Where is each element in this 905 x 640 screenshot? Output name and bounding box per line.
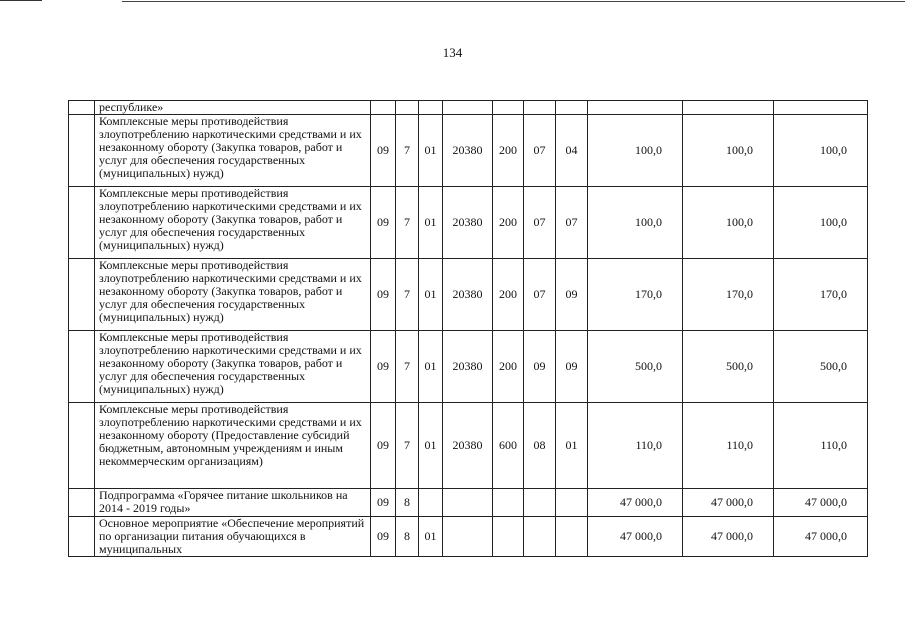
code-cell-program xyxy=(396,101,419,115)
amount-cell-year1 xyxy=(588,101,683,115)
amount-cell-year2 xyxy=(683,101,774,115)
code-cell-subsection xyxy=(556,517,588,557)
item-name-cell: Комплексные меры противодействия злоупотреблению наркотическими средствами и их незаконному обороту (Закупка товаров, работ и услуг для обеспечения государственных (муниципальных) нужд) xyxy=(95,259,371,331)
amount-cell-year2: 100,0 xyxy=(683,187,774,259)
code-cell-program: 7 xyxy=(396,403,419,489)
code-cell-direction xyxy=(443,489,493,517)
table-row xyxy=(69,187,868,259)
code-cell-subsection: 09 xyxy=(556,331,588,403)
code-cell-ministry: 09 xyxy=(371,517,396,557)
amount-cell-year3: 170,0 xyxy=(774,259,868,331)
amount-cell-year3: 100,0 xyxy=(774,187,868,259)
row-number-cell xyxy=(69,517,95,557)
amount-cell-year2: 500,0 xyxy=(683,331,774,403)
table-row xyxy=(69,517,868,557)
amount-cell-year1: 170,0 xyxy=(588,259,683,331)
code-cell-program: 8 xyxy=(396,489,419,517)
amount-cell-year1: 47 000,0 xyxy=(588,517,683,557)
code-cell-expense-type: 200 xyxy=(493,115,524,187)
amount-cell-year3: 47 000,0 xyxy=(774,517,868,557)
code-cell-subsection xyxy=(556,489,588,517)
code-cell-subprogram: 01 xyxy=(419,115,443,187)
code-cell-direction: 20380 xyxy=(443,115,493,187)
row-number-cell xyxy=(69,403,95,489)
code-cell-section xyxy=(524,489,556,517)
code-cell-subsection: 07 xyxy=(556,187,588,259)
code-cell-section xyxy=(524,517,556,557)
code-cell-ministry: 09 xyxy=(371,331,396,403)
code-cell-program: 7 xyxy=(396,259,419,331)
code-cell-direction: 20380 xyxy=(443,187,493,259)
row-number-cell xyxy=(69,187,95,259)
table-row xyxy=(69,259,868,331)
code-cell-subsection xyxy=(556,101,588,115)
code-cell-ministry xyxy=(371,101,396,115)
table-row xyxy=(69,331,868,403)
code-cell-program: 8 xyxy=(396,517,419,557)
code-cell-expense-type: 200 xyxy=(493,259,524,331)
code-cell-subprogram: 01 xyxy=(419,403,443,489)
amount-cell-year2: 47 000,0 xyxy=(683,517,774,557)
code-cell-ministry: 09 xyxy=(371,403,396,489)
code-cell-subprogram: 01 xyxy=(419,517,443,557)
item-name-cell: Подпрограмма «Горячее питание школьников на 2014 - 2019 годы» xyxy=(95,489,371,517)
code-cell-expense-type: 200 xyxy=(493,187,524,259)
item-name-cell: республике» xyxy=(95,101,371,115)
code-cell-ministry: 09 xyxy=(371,489,396,517)
amount-cell-year2: 170,0 xyxy=(683,259,774,331)
page-number: 134 xyxy=(442,45,463,60)
table-row xyxy=(69,101,868,115)
row-number-cell xyxy=(69,115,95,187)
amount-cell-year1: 110,0 xyxy=(588,403,683,489)
code-cell-direction: 20380 xyxy=(443,259,493,331)
amount-cell-year3 xyxy=(774,101,868,115)
code-cell-section: 07 xyxy=(524,115,556,187)
code-cell-direction: 20380 xyxy=(443,403,493,489)
code-cell-expense-type xyxy=(493,489,524,517)
code-cell-subprogram: 01 xyxy=(419,259,443,331)
item-name-cell: Комплексные меры противодействия злоупотреблению наркотическими средствами и их незаконному обороту (Предоставление субсидий бюджетным, автономным учреждениям и иным некоммерческим организациям) xyxy=(95,403,371,489)
item-name-cell: Комплексные меры противодействия злоупотреблению наркотическими средствами и их незаконному обороту (Закупка товаров, работ и услуг для обеспечения государственных (муниципальных) нужд) xyxy=(95,115,371,187)
amount-cell-year1: 100,0 xyxy=(588,187,683,259)
code-cell-subprogram: 01 xyxy=(419,331,443,403)
code-cell-section xyxy=(524,101,556,115)
row-number-cell xyxy=(69,259,95,331)
amount-cell-year3: 500,0 xyxy=(774,331,868,403)
code-cell-expense-type: 200 xyxy=(493,331,524,403)
item-name-cell: Комплексные меры противодействия злоупотреблению наркотическими средствами и их незаконному обороту (Закупка товаров, работ и услуг для обеспечения государственных (муниципальных) нужд) xyxy=(95,187,371,259)
item-name-cell: Основное мероприятие «Обеспечение мероприятий по организации питания обучающихся в муниципальных xyxy=(95,517,371,557)
code-cell-section: 08 xyxy=(524,403,556,489)
code-cell-subsection: 04 xyxy=(556,115,588,187)
code-cell-section: 09 xyxy=(524,331,556,403)
code-cell-expense-type xyxy=(493,517,524,557)
amount-cell-year2: 110,0 xyxy=(683,403,774,489)
code-cell-ministry: 09 xyxy=(371,259,396,331)
amount-cell-year1: 47 000,0 xyxy=(588,489,683,517)
code-cell-subsection: 09 xyxy=(556,259,588,331)
code-cell-subprogram: 01 xyxy=(419,187,443,259)
code-cell-subprogram xyxy=(419,101,443,115)
top-rule-left xyxy=(0,0,42,1)
amount-cell-year1: 500,0 xyxy=(588,331,683,403)
table-row xyxy=(69,403,868,489)
budget-table xyxy=(68,100,868,557)
item-name-cell: Комплексные меры противодействия злоупотреблению наркотическими средствами и их незаконному обороту (Закупка товаров, работ и услуг для обеспечения государственных (муниципальных) нужд) xyxy=(95,331,371,403)
row-number-cell xyxy=(69,331,95,403)
code-cell-direction xyxy=(443,517,493,557)
code-cell-direction: 20380 xyxy=(443,331,493,403)
code-cell-expense-type: 600 xyxy=(493,403,524,489)
amount-cell-year1: 100,0 xyxy=(588,115,683,187)
amount-cell-year3: 100,0 xyxy=(774,115,868,187)
row-number-cell xyxy=(69,489,95,517)
table-row xyxy=(69,115,868,187)
amount-cell-year2: 100,0 xyxy=(683,115,774,187)
code-cell-program: 7 xyxy=(396,115,419,187)
row-number-cell xyxy=(69,101,95,115)
code-cell-subprogram xyxy=(419,489,443,517)
code-cell-section: 07 xyxy=(524,187,556,259)
code-cell-program: 7 xyxy=(396,187,419,259)
top-rule-right xyxy=(122,1,905,2)
code-cell-expense-type xyxy=(493,101,524,115)
amount-cell-year2: 47 000,0 xyxy=(683,489,774,517)
code-cell-ministry: 09 xyxy=(371,187,396,259)
code-cell-direction xyxy=(443,101,493,115)
code-cell-subsection: 01 xyxy=(556,403,588,489)
code-cell-section: 07 xyxy=(524,259,556,331)
table-row xyxy=(69,489,868,517)
amount-cell-year3: 47 000,0 xyxy=(774,489,868,517)
amount-cell-year3: 110,0 xyxy=(774,403,868,489)
code-cell-program: 7 xyxy=(396,331,419,403)
code-cell-ministry: 09 xyxy=(371,115,396,187)
